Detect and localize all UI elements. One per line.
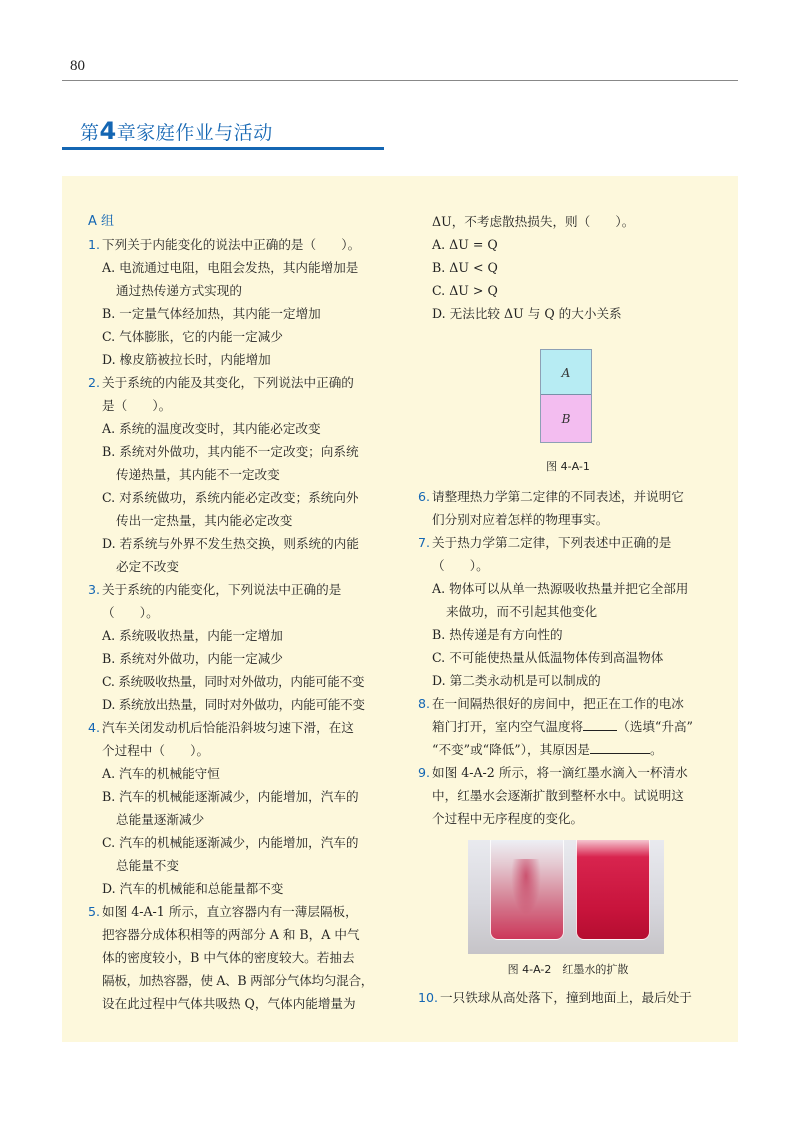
header-rule [62, 80, 738, 81]
part-a-label: A [561, 366, 571, 380]
question-stem: 关于系统的内能及其变化，下列说法中正确的 [102, 375, 354, 390]
question-2 [88, 371, 388, 394]
question-6 [418, 485, 718, 508]
glass-clear-water [490, 840, 564, 940]
ink-swirl [511, 859, 541, 915]
question-stem: 汽车关闭发动机后恰能沿斜坡匀速下滑，在这 [102, 720, 354, 735]
option-b: B. 一定量气体经加热，其内能一定增加 [102, 306, 321, 321]
option-c: C. ΔU > Q [432, 283, 498, 298]
chapter-suffix: 章家庭作业与活动 [116, 122, 273, 144]
glass-red-water [576, 840, 650, 940]
question-stem-cont: 体的密度较小，B 中气体的密度较大。若抽去 [102, 950, 355, 965]
question-stem-cont: 把容器分成体积相等的两部分 A 和 B，A 中气 [102, 927, 360, 942]
question-stem: 关于热力学第二定律，下列表述中正确的是 [432, 535, 672, 550]
option-c: C. 系统吸收热量，同时对外做功，内能可能不变 [102, 674, 365, 689]
option-d-cont: 必定不改变 [116, 559, 179, 574]
option-c-cont: 总能量不变 [116, 858, 179, 873]
answer-blank[interactable] [590, 739, 650, 754]
question-9 [418, 761, 718, 784]
option-c: C. 对系统做功，系统内能必定改变；系统向外 [102, 490, 359, 505]
option-c: C. 气体膨胀，它的内能一定减少 [102, 329, 283, 344]
option-b: B. 系统对外做功，其内能不一定改变；向系统 [102, 444, 359, 459]
question-number: 1. [88, 237, 101, 252]
option-b: B. ΔU < Q [432, 260, 498, 275]
question-1 [88, 233, 388, 256]
option-d: D. 第二类永动机是可以制成的 [432, 673, 601, 688]
chapter-title [80, 117, 273, 145]
question-3 [88, 578, 388, 601]
answer-blank[interactable] [583, 716, 617, 731]
question-stem-cont: 隔板，加热容器，使 A、B 两部分气体均匀混合， [102, 973, 374, 988]
option-a: A. 系统的温度改变时，其内能必定改变 [102, 421, 321, 436]
option-b-cont: 总能量逐渐减少 [116, 812, 205, 827]
question-stem-cont: 是（ ）。 [102, 398, 172, 413]
question-stem: 一只铁球从高处落下，撞到地面上，最后处于 [440, 990, 692, 1005]
question-stem-cont: （ ）。 [432, 558, 489, 573]
question-stem: 如图 4-A-1 所示，直立容器内有一薄层隔板， [102, 904, 358, 919]
question-8 [418, 692, 718, 715]
question-stem-cont: 中，红墨水会逐渐扩散到整杯水中。试说明这 [432, 788, 684, 803]
option-d: D. 若系统与外界不发生热交换，则系统的内能 [102, 536, 359, 551]
figure-4-a-1 [418, 335, 718, 459]
stem-text: 。 [650, 742, 663, 757]
question-stem-cont [418, 715, 718, 738]
option-a: A. ΔU = Q [432, 237, 498, 252]
option-a: A. 物体可以从单一热源吸收热量并把它全部用 [432, 581, 689, 596]
question-number: 2. [88, 375, 101, 390]
question-stem-cont [418, 738, 718, 761]
title-underline [62, 147, 384, 150]
stem-text: （选填“升高” [617, 719, 693, 734]
option-d: D. 无法比较 ΔU 与 Q 的大小关系 [432, 306, 622, 321]
question-number: 4. [88, 720, 101, 735]
question-number: 9. [418, 765, 431, 780]
question-stem: 在一间隔热很好的房间中，把正在工作的电冰 [432, 696, 684, 711]
stem-text: “不变”或“降低”），其原因是 [432, 742, 590, 757]
question-number: 7. [418, 535, 431, 550]
option-b: B. 汽车的机械能逐渐减少，内能增加，汽车的 [102, 789, 359, 804]
option-d: D. 系统放出热量，同时对外做功，内能可能不变 [102, 697, 365, 712]
option-a: A. 系统吸收热量，内能一定增加 [102, 628, 283, 643]
question-7 [418, 531, 718, 554]
left-column [88, 210, 388, 1015]
option-a-cont: 通过热传递方式实现的 [116, 283, 242, 298]
question-5-cont: ΔU，不考虑散热损失，则（ ）。 [432, 214, 635, 229]
option-c-cont: 传出一定热量，其内能必定改变 [116, 513, 293, 528]
part-b-label: B [561, 412, 571, 426]
option-c: C. 不可能使热量从低温物体传到高温物体 [432, 650, 664, 665]
option-c: C. 汽车的机械能逐渐减少，内能增加，汽车的 [102, 835, 359, 850]
option-a: A. 汽车的机械能守恒 [102, 766, 220, 781]
question-stem-cont: （ ）。 [102, 605, 159, 620]
question-stem-cont: 个过程中无序程度的变化。 [432, 811, 584, 826]
question-stem-cont: 设在此过程中气体共吸热 Q，气体内能增量为 [102, 996, 356, 1011]
question-stem: 下列关于内能变化的说法中正确的是（ ）。 [102, 237, 361, 252]
question-10 [418, 986, 718, 1009]
question-stem-cont: 们分别对应着怎样的物理事实。 [432, 512, 609, 527]
question-stem: 请整理热力学第二定律的不同表述，并说明它 [432, 489, 684, 504]
red-ink-photo [468, 840, 664, 954]
question-number: 6. [418, 489, 431, 504]
question-5 [88, 900, 388, 923]
option-a: A. 电流通过电阻，电阻会发热，其内能增加是 [102, 260, 359, 275]
option-d: D. 橡皮筋被拉长时，内能增加 [102, 352, 271, 367]
option-b-cont: 传递热量，其内能不一定改变 [116, 467, 280, 482]
chapter-prefix: 第 [80, 122, 100, 144]
option-a-cont: 来做功，而不引起其他变化 [446, 604, 598, 619]
stem-text: 箱门打开，室内空气温度将 [432, 719, 584, 734]
page-number: 80 [70, 58, 85, 74]
option-b: B. 系统对外做功，内能一定减少 [102, 651, 283, 666]
option-b: B. 热传递是有方向性的 [432, 627, 563, 642]
question-number: 8. [418, 696, 431, 711]
question-stem: 关于系统的内能变化，下列说法中正确的是 [102, 582, 342, 597]
chapter-number: 4 [99, 117, 117, 145]
question-4 [88, 716, 388, 739]
question-stem-cont: 个过程中（ ）。 [102, 743, 210, 758]
question-number: 3. [88, 582, 101, 597]
figure-caption: 图 4-A-2 红墨水的扩散 [507, 963, 629, 976]
question-stem: 如图 4-A-2 所示，将一滴红墨水滴入一杯清水 [432, 765, 688, 780]
question-number: 10. [418, 990, 439, 1005]
right-column [418, 210, 718, 1009]
figure-caption: 图 4-A-1 [546, 460, 590, 473]
option-d: D. 汽车的机械能和总能量都不变 [102, 881, 284, 896]
question-number: 5. [88, 904, 101, 919]
group-a-title: A 组 [88, 214, 115, 229]
container-diagram [540, 349, 592, 443]
